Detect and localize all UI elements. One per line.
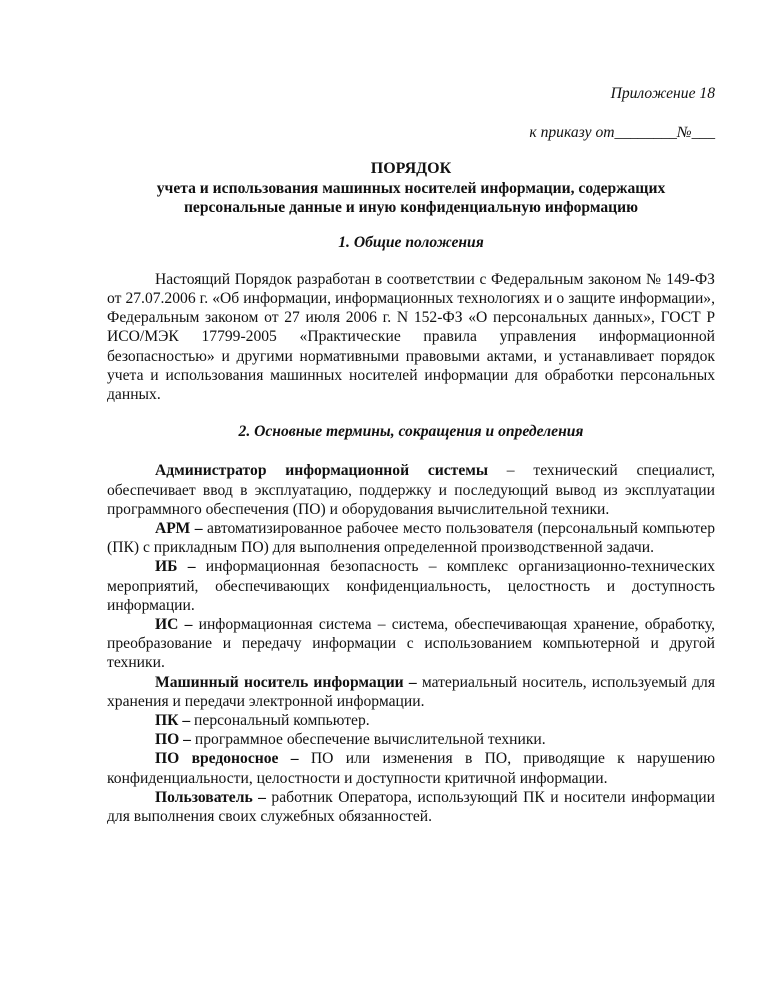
section-1-heading: 1. Общие положения — [338, 233, 484, 251]
definition-text: информационная безопасность – комплекс организационно-технических мероприятий, обеспечивающих конфиденциальность, целостность и доступность информации. — [107, 558, 716, 614]
definition-term: ИС – — [155, 616, 193, 634]
definition-item — [107, 615, 715, 673]
definition-item — [107, 788, 715, 826]
definitions-list — [107, 461, 715, 826]
definition-term: Машинный носитель информации – — [155, 673, 417, 691]
definition-item — [107, 711, 715, 730]
section-2-heading: 2. Основные термины, сокращения и определения — [238, 423, 584, 441]
definition-term: Администратор информационной системы — [155, 462, 489, 480]
document-subtitle: учета и использования машинных носителей информации, содержащих персональные данные и иную конфиденциальную информацию — [156, 179, 666, 216]
definition-text: персональный компьютер. — [194, 712, 370, 730]
appendix-label: Приложение 18 — [610, 85, 715, 102]
definition-text: работник Оператора, использующий ПК и носители информации для выполнения своих служебных обязанностей. — [107, 788, 715, 826]
definition-item — [107, 749, 715, 787]
definition-item — [107, 461, 715, 519]
definition-term: АРМ – — [155, 520, 203, 538]
definition-term: ИБ – — [155, 558, 196, 576]
definition-text: материальный носитель, используемый для хранения и передачи электронной информации. — [107, 673, 715, 710]
document-page — [107, 84, 715, 826]
definition-text: технический специалист, обеспечивает ввод в эксплуатацию, поддержку и последующий вывод из эксплуатации программного обеспечения (ПО) и оборудования вычислительной техники. — [107, 462, 716, 518]
definition-item — [107, 673, 715, 711]
document-title: ПОРЯДОК — [370, 160, 452, 178]
definition-item — [107, 730, 715, 749]
definition-term: Пользователь – — [155, 788, 266, 806]
definition-text: информационная система – система, обеспечивающая хранение, обработку, преобразование и передачу информации с использованием компьютерной и другой техники. — [107, 616, 715, 672]
definition-item — [107, 557, 715, 615]
definition-term: ПО вредоносное – — [155, 750, 299, 768]
definition-separator — [299, 750, 311, 767]
definition-text: автоматизированное рабочее место пользователя (персональный компьютер (ПК) с прикладным ПО) для выполнения определенной производственной задачи. — [107, 520, 715, 557]
definition-text: программное обеспечение вычислительной техники. — [194, 731, 546, 749]
definition-term: ПК – — [155, 712, 191, 730]
definition-separator — [196, 558, 206, 575]
definition-text: ПО или изменения в ПО, приводящие к нарушению конфиденциальности, целостности и доступности критичной информации. — [107, 750, 715, 787]
section-1-paragraph: Настоящий Порядок разработан в соответствии с Федеральным законом № 149-ФЗ от 27.07.2006 г. «Об информации, информационных технологиях и о защите информации», Федеральным законом от 27 июля 2006 г. N 152-ФЗ «О персональных данных», ГОСТ Р ИСО/МЭК 17799-2005 «Практические правила управления информационной безопасностью» и другими нормативными правовыми актами, и устанавливает порядок учета и использования машинных носителей информации для обработки персональных данных. — [107, 270, 715, 404]
definition-separator: – — [488, 462, 534, 480]
definition-item — [107, 519, 715, 557]
order-reference: к приказу от________№___ — [529, 124, 715, 142]
definition-term: ПО – — [155, 731, 191, 749]
